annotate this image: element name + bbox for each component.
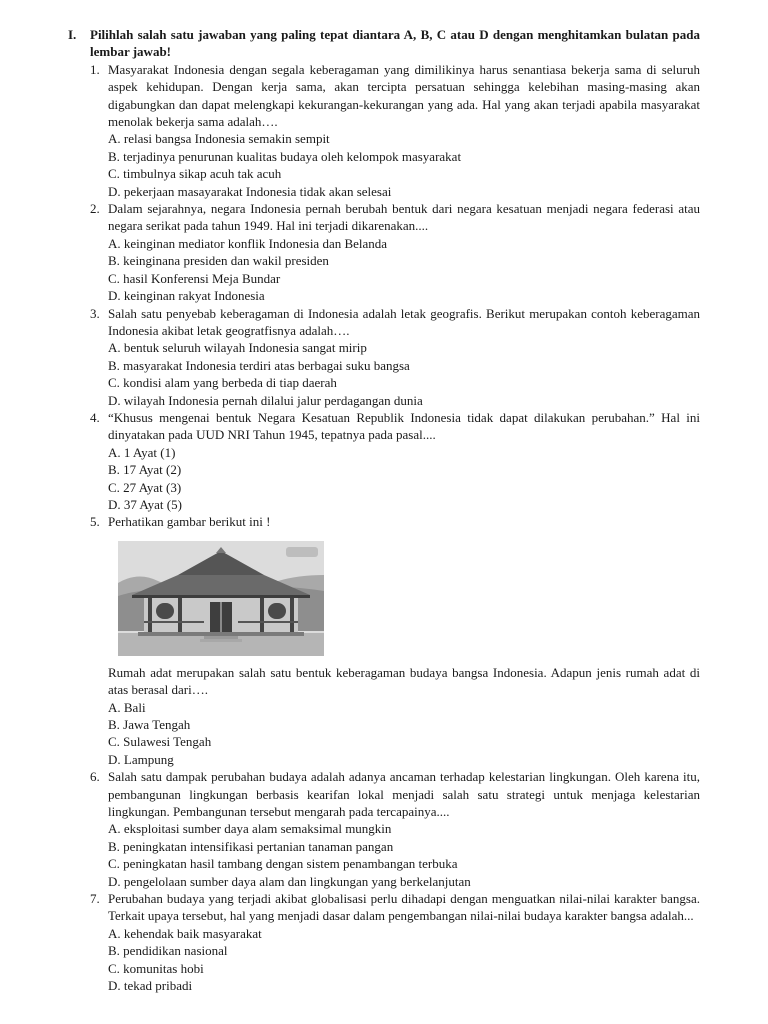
question-number: 3. bbox=[90, 305, 100, 321]
question-body bbox=[108, 200, 700, 304]
option-c[interactable]: C. komunitas hobi bbox=[108, 960, 204, 976]
option-b[interactable]: B. 17 Ayat (2) bbox=[108, 462, 182, 478]
option-d[interactable]: D. wilayah Indonesia pernah dilalui jalur perdagangan dunia bbox=[108, 392, 423, 408]
option-b[interactable]: B. terjadinya penurunan kualitas budaya oleh kelompok masyarakat bbox=[108, 148, 462, 164]
option-d[interactable]: D. 37 Ayat (5) bbox=[108, 496, 182, 512]
option-c[interactable]: C. hasil Konferensi Meja Bundar bbox=[108, 270, 281, 286]
question-body bbox=[108, 305, 700, 409]
question-number: 6. bbox=[90, 769, 100, 785]
option-d[interactable]: D. pekerjaan masayarakat Indonesia tidak akan selesai bbox=[108, 183, 392, 199]
question-number: 2. bbox=[90, 201, 100, 217]
option-a[interactable]: A. bentuk seluruh wilayah Indonesia sangat mirip bbox=[108, 340, 367, 356]
question-number: 5. bbox=[90, 514, 100, 530]
question-7 bbox=[90, 890, 700, 994]
option-d[interactable]: D. Lampung bbox=[108, 751, 174, 767]
option-b[interactable]: B. peningkatan intensifikasi pertanian tanaman pangan bbox=[108, 838, 394, 854]
question-body bbox=[108, 768, 700, 890]
option-a[interactable]: A. eksploitasi sumber daya alam semaksimal mungkin bbox=[108, 821, 392, 837]
option-c[interactable]: C. peningkatan hasil tambang dengan sistem penambangan terbuka bbox=[108, 856, 458, 872]
option-c[interactable]: C. Sulawesi Tengah bbox=[108, 734, 212, 750]
option-c[interactable]: C. timbulnya sikap acuh tak acuh bbox=[108, 166, 282, 182]
option-a[interactable]: A. relasi bangsa Indonesia semakin sempit bbox=[108, 131, 330, 147]
option-c[interactable]: C. kondisi alam yang berbeda di tiap daerah bbox=[108, 375, 337, 391]
option-b[interactable]: B. pendidikan nasional bbox=[108, 943, 228, 959]
question-text: Perubahan budaya yang terjadi akibat globalisasi perlu dihadapi dengan menguatkan nilai-nilai karakter bangsa. Terkait upaya tersebut, hal yang menjadi dasar dalam pengembangan nilai-nilai budaya karakter bangsa adalah... bbox=[108, 891, 700, 924]
question-3 bbox=[90, 305, 700, 409]
question-body bbox=[108, 513, 700, 768]
question-1 bbox=[90, 61, 700, 200]
option-a[interactable]: A. keinginan mediator konflik Indonesia dan Belanda bbox=[108, 235, 388, 251]
section-instruction: Pilihlah salah satu jawaban yang paling tepat diantara A, B, C atau D dengan menghitamkan bulatan pada lembar jawab! bbox=[90, 27, 700, 60]
option-b[interactable]: B. keinginana presiden dan wakil presiden bbox=[108, 253, 329, 269]
option-d[interactable]: D. tekad pribadi bbox=[108, 978, 193, 994]
section-number: I. bbox=[68, 27, 77, 42]
joglo-house-illustration bbox=[118, 541, 324, 656]
option-a[interactable]: A. 1 Ayat (1) bbox=[108, 444, 176, 460]
question-body bbox=[108, 61, 700, 200]
question-number: 4. bbox=[90, 409, 100, 425]
question-text: Masyarakat Indonesia dengan segala keberagaman yang dimilikinya harus senantiasa bekerja sama di seluruh aspek kehidupan. Dengan kerja sama, akan tercipta persatuan sehingga kelebihan masing-masing akan digabungkan dan dapat melengkapi kekurangan-kekurangan yang ada. Hal yang akan terjadi apabila masyarakat menolak bekerja sama adalah…. bbox=[108, 61, 700, 130]
question-4 bbox=[90, 409, 700, 513]
question-text: Dalam sejarahnya, negara Indonesia pernah berubah bentuk dari negara kesatuan menjadi negara federasi atau negara serikat pada tahun 1949. Hal ini terjadi dikarenakan.... bbox=[108, 201, 700, 234]
question-text-after-image: Rumah adat merupakan salah satu bentuk keberagaman budaya bangsa Indonesia. Adapun jenis rumah adat di atas berasal dari…. bbox=[108, 664, 700, 698]
question-text: Salah satu penyebab keberagaman di Indonesia adalah letak geografis. Berikut merupakan contoh keberagaman Indonesia akibat letak geogratfisnya adalah…. bbox=[108, 305, 700, 338]
traditional-house-image bbox=[118, 541, 324, 656]
question-text: Salah satu dampak perubahan budaya adalah adanya ancaman terhadap kelestarian lingkungan. Oleh karena itu, pembangunan lingkungan berbasis kearifan lokal menjadi salah satu strategi untuk menjaga kelestarian lingkungan. Pembangunan tersebut mengarah pada tercapainya.... bbox=[108, 769, 700, 820]
option-a[interactable]: A. Bali bbox=[108, 699, 146, 715]
option-b[interactable]: B. Jawa Tengah bbox=[108, 717, 191, 732]
question-5 bbox=[90, 513, 700, 768]
question-body bbox=[108, 890, 700, 994]
question-2 bbox=[90, 200, 700, 304]
question-text: Perhatikan gambar berikut ini ! bbox=[108, 514, 271, 530]
question-6 bbox=[90, 768, 700, 890]
question-text: “Khusus mengenai bentuk Negara Kesatuan Republik Indonesia tidak dapat dilakukan perubahan.” Hal ini dinyatakan pada UUD NRI Tahun 1945, tepatnya pada pasal.... bbox=[108, 409, 700, 443]
question-body bbox=[108, 409, 700, 513]
question-list bbox=[68, 61, 700, 995]
question-number: 1. bbox=[90, 61, 100, 77]
section-header bbox=[68, 26, 700, 61]
option-d[interactable]: D. keinginan rakyat Indonesia bbox=[108, 288, 265, 304]
option-a[interactable]: A. kehendak baik masyarakat bbox=[108, 925, 262, 941]
question-number: 7. bbox=[90, 891, 100, 907]
option-b[interactable]: B. masyarakat Indonesia terdiri atas berbagai suku bangsa bbox=[108, 357, 410, 373]
option-d[interactable]: D. pengelolaan sumber daya alam dan lingkungan yang berkelanjutan bbox=[108, 873, 471, 889]
option-c[interactable]: C. 27 Ayat (3) bbox=[108, 479, 182, 495]
